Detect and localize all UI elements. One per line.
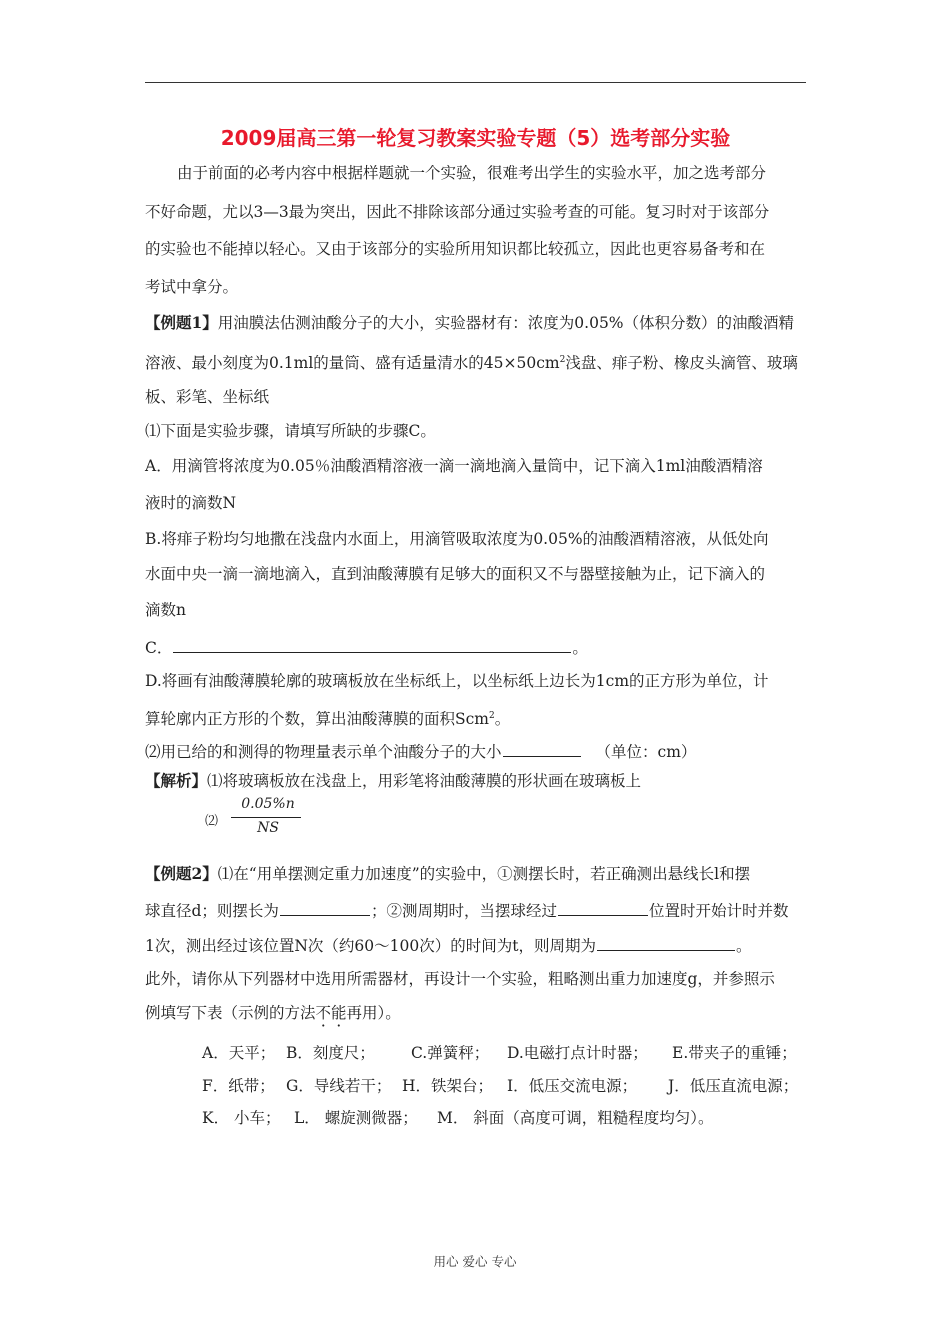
answer-blank-length[interactable]: [280, 899, 370, 916]
example2-text: 位置时开始计时并数: [648, 902, 789, 920]
answer-1: [145, 771, 810, 791]
example1-text: 浅盘、痱子粉、橡皮头滴管、玻璃: [565, 354, 798, 373]
options-row-3: [202, 1106, 714, 1128]
example2-text: ；②测周期时，当摆球经过: [370, 902, 557, 920]
answer-2-label: ⑵: [205, 814, 219, 829]
unit-note: （单位：cm）: [595, 743, 697, 761]
fraction-numerator: 0.05%n: [241, 796, 295, 812]
intro-line: 由于前面的必考内容中根据样题就一个实验，很难考出学生的实验水平，加之选考部分: [177, 164, 767, 182]
example2-line5: [145, 1003, 810, 1023]
step-d-cont: [145, 706, 810, 729]
option-h: H．铁架台；: [402, 1077, 494, 1095]
option-f: F．纸带；: [202, 1077, 275, 1095]
example1-line2: [145, 350, 810, 373]
punct: 。: [735, 937, 752, 955]
example1-line3: 板、彩笔、坐标纸: [145, 388, 270, 406]
answer-text: ⑴将玻璃板放在浅盘上，用彩笔将油酸薄膜的形状画在玻璃板上: [207, 772, 642, 790]
step-a-cont: 液时的滴数N: [145, 494, 237, 512]
question-1: ⑴下面是实验步骤，请填写所缺的步骤C。: [145, 422, 436, 440]
step-a: A．用滴管将浓度为0.05％油酸酒精溶液一滴一滴地滴入量筒中，记下滴入1ml油酸酒精溶: [145, 457, 763, 475]
example2-text: 再用）。: [346, 1004, 401, 1022]
emphasis-char: 能: [331, 1004, 347, 1022]
option-d: D.电磁打点计时器；: [507, 1044, 648, 1062]
example2-line1: [145, 864, 810, 884]
fraction-denominator: NS: [257, 820, 279, 836]
page-footer: 用心 爱心 专心: [433, 1254, 517, 1269]
example2-line2: [145, 899, 810, 921]
answer-blank-c[interactable]: [173, 636, 571, 653]
emphasis-char: 不: [315, 1004, 332, 1022]
step-b: B.将痱子粉均匀地撒在浅盘内水面上，用滴管吸取浓度为0.05%的油酸酒精溶液，从低处向: [145, 530, 769, 548]
answer-blank-size[interactable]: [503, 740, 581, 757]
options-row-2: [202, 1074, 799, 1096]
step-b-cont: 水面中央一滴一滴地滴入，直到油酸薄膜有足够大的面积又不与器壁接触为止，记下滴入的: [145, 565, 766, 583]
option-g: G．导线若干；: [286, 1077, 392, 1095]
example1-text: 用油膜法估测油酸分子的大小，实验器材有：浓度为0.05%（体积分数）的油酸酒精: [217, 314, 795, 332]
example2-text: ⑴在“用单摆测定重力加速度”的实验中，①测摆长时，若正确测出悬线长l和摆: [217, 865, 751, 883]
option-i: I．低压交流电源；: [507, 1077, 638, 1095]
intro-line: 的实验也不能掉以轻心。又由于该部分的实验所用知识都比较孤立，因此也更容易备考和在: [145, 240, 766, 258]
superscript: 2: [489, 711, 495, 721]
example1-text: 溶液、最小刻度为0.1ml的量筒、盛有适量清水的45×50cm: [145, 354, 560, 373]
step-d-text: 算轮廓内正方形的个数，算出油酸薄膜的面积Scm: [145, 710, 489, 729]
example2-text: 例填写下表（示例的方法: [145, 1004, 316, 1022]
page-title: 2009届高三第一轮复习教案实验专题（5）选考部分实验: [220, 126, 731, 150]
step-c-label: C．: [145, 639, 173, 657]
option-m: M． 斜面（高度可调，粗糙程度均匀）。: [437, 1109, 714, 1127]
example2-text: 1次，测出经过该位置N次（约60～100次）的时间为t，则周期为: [145, 937, 596, 955]
question-2-text: ⑵用已给的和测得的物理量表示单个油酸分子的大小: [145, 743, 502, 761]
punct: 。: [494, 710, 511, 729]
fraction-bar: [231, 817, 301, 818]
step-c: [145, 636, 810, 658]
example2-text: 球直径d；则摆长为: [145, 902, 279, 920]
option-j: J．低压直流电源；: [668, 1077, 799, 1095]
example2-line4: 此外，请你从下列器材中选用所需器材，再设计一个实验，粗略测出重力加速度g，并参照示: [145, 970, 775, 988]
example2-heading: 【例题2】: [145, 864, 218, 883]
answer-blank-position[interactable]: [558, 899, 648, 916]
option-c: C.弹簧秤；: [411, 1044, 490, 1062]
question-2: [145, 740, 810, 762]
options-row-1: [202, 1041, 797, 1063]
option-b: B．刻度尺；: [286, 1044, 375, 1062]
example1-heading: 【例题1】: [145, 313, 218, 332]
punct: 。: [572, 639, 588, 657]
answer-heading: 【解析】: [145, 771, 208, 790]
intro-line: 考试中拿分。: [145, 278, 239, 296]
step-b-cont: 滴数n: [145, 601, 186, 619]
intro-line: 不好命题，尤以3—3最为突出，因此不排除该部分通过实验考查的可能。复习时对于该部分: [145, 203, 770, 221]
example2-line3: [145, 934, 810, 956]
header-rule: [145, 82, 806, 83]
option-e: E.带夹子的重锤；: [672, 1044, 797, 1062]
answer-blank-period[interactable]: [597, 934, 735, 951]
option-l: L． 螺旋测微器；: [294, 1109, 418, 1127]
option-a: A．天平；: [202, 1044, 276, 1062]
superscript: 2: [559, 355, 566, 365]
step-d: D.将画有油酸薄膜轮廓的玻璃板放在坐标纸上，以坐标纸上边长为1cm的正方形为单位，计: [145, 672, 769, 690]
option-k: K． 小车；: [202, 1109, 281, 1127]
example1-line1: [145, 313, 810, 333]
